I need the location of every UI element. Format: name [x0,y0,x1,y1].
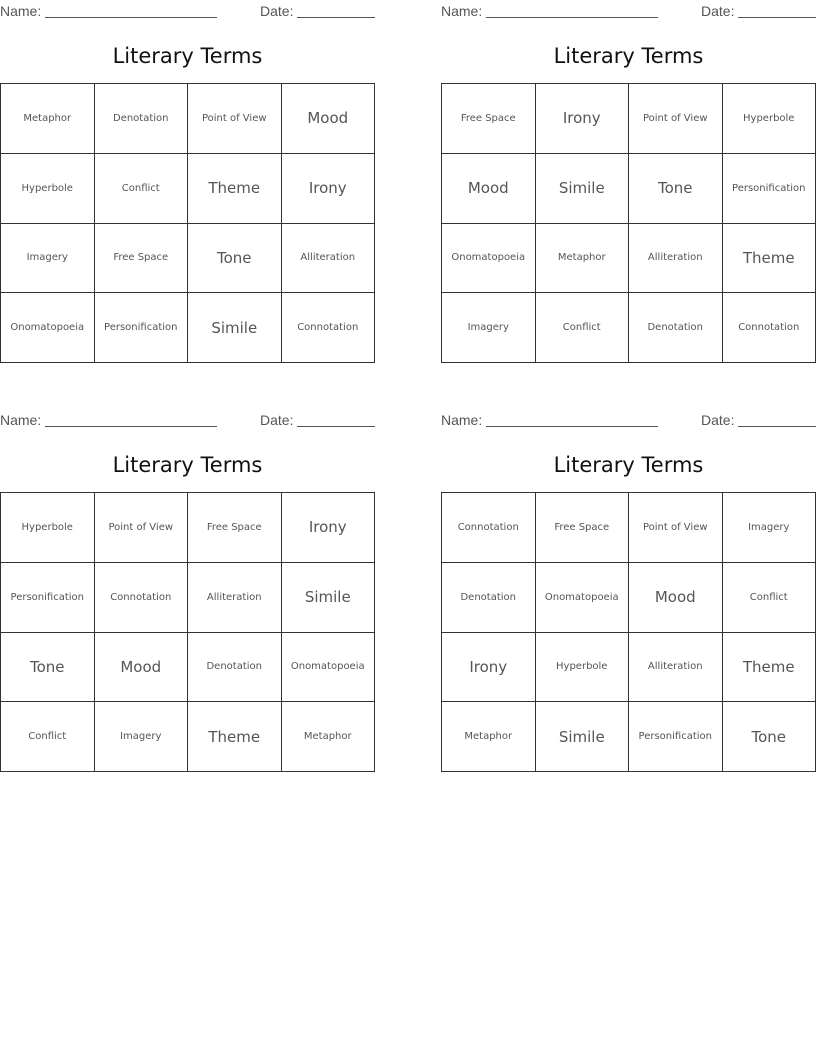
bingo-cell: Tone [1,633,95,703]
card-title: Literary Terms [553,453,704,477]
date-blank-line[interactable] [738,17,816,18]
bingo-cell: Hyperbole [536,633,630,703]
date-label: Date: [701,412,735,428]
name-blank-line[interactable] [486,426,658,427]
date-label: Date: [701,3,735,19]
name-label: Name: [0,3,42,19]
bingo-cell: Metaphor [536,224,630,294]
bingo-cell: Imagery [723,493,816,563]
bingo-cell: Mood [282,84,376,154]
name-date-line [0,411,375,429]
bingo-cell: Point of View [188,84,282,154]
bingo-cell: Connotation [723,293,816,363]
bingo-cell: Denotation [95,84,189,154]
bingo-cell: Metaphor [282,702,376,772]
bingo-grid [0,492,375,772]
bingo-cell: Connotation [282,293,376,363]
bingo-cell: Theme [723,224,816,294]
name-label: Name: [441,412,483,428]
bingo-cell: Tone [188,224,282,294]
name-blank-line[interactable] [486,17,658,18]
bingo-grid [0,83,375,363]
bingo-cell: Personification [95,293,189,363]
bingo-cell: Tone [629,154,723,224]
bingo-cell: Free Space [442,84,536,154]
bingo-cell: Imagery [442,293,536,363]
date-label: Date: [260,412,294,428]
name-date-line [441,2,816,20]
date-blank-line[interactable] [297,426,375,427]
bingo-cell: Theme [188,702,282,772]
bingo-cell: Simile [536,154,630,224]
bingo-cell: Conflict [536,293,630,363]
bingo-cell: Onomatopoeia [1,293,95,363]
bingo-cell: Irony [536,84,630,154]
bingo-cell: Denotation [629,293,723,363]
bingo-cell: Denotation [188,633,282,703]
name-blank-line[interactable] [45,17,217,18]
bingo-cell: Connotation [95,563,189,633]
bingo-cell: Imagery [95,702,189,772]
card-title: Literary Terms [553,44,704,68]
bingo-cell: Theme [723,633,816,703]
bingo-cell: Free Space [95,224,189,294]
name-label: Name: [441,3,483,19]
bingo-cell: Alliteration [629,633,723,703]
bingo-cell: Alliteration [282,224,376,294]
bingo-cell: Imagery [1,224,95,294]
bingo-cell: Hyperbole [1,493,95,563]
bingo-cell: Point of View [629,493,723,563]
bingo-cell: Simile [536,702,630,772]
bingo-cell: Point of View [95,493,189,563]
bingo-grid [441,83,816,363]
bingo-cell: Alliteration [629,224,723,294]
card-title: Literary Terms [112,44,263,68]
bingo-cell: Mood [442,154,536,224]
bingo-card [441,409,816,781]
name-label: Name: [0,412,42,428]
bingo-cell: Tone [723,702,816,772]
bingo-cell: Mood [95,633,189,703]
bingo-cell: Irony [282,493,376,563]
date-blank-line[interactable] [738,426,816,427]
bingo-cell: Hyperbole [723,84,816,154]
bingo-cell: Conflict [95,154,189,224]
bingo-cell: Mood [629,563,723,633]
bingo-cell: Free Space [536,493,630,563]
bingo-cell: Hyperbole [1,154,95,224]
bingo-cell: Irony [282,154,376,224]
bingo-card [0,409,375,781]
bingo-cell: Onomatopoeia [442,224,536,294]
bingo-card [441,0,816,372]
bingo-cell: Onomatopoeia [282,633,376,703]
bingo-cell: Simile [188,293,282,363]
bingo-cell: Free Space [188,493,282,563]
bingo-card [0,0,375,372]
bingo-cell: Point of View [629,84,723,154]
bingo-cell: Personification [723,154,816,224]
date-label: Date: [260,3,294,19]
date-blank-line[interactable] [297,17,375,18]
card-title: Literary Terms [112,453,263,477]
bingo-cell: Metaphor [1,84,95,154]
name-date-line [0,2,375,20]
bingo-cell: Conflict [723,563,816,633]
bingo-cell: Personification [629,702,723,772]
bingo-cell: Denotation [442,563,536,633]
bingo-cell: Personification [1,563,95,633]
bingo-cell: Onomatopoeia [536,563,630,633]
bingo-cell: Metaphor [442,702,536,772]
bingo-grid [441,492,816,772]
bingo-cell: Theme [188,154,282,224]
bingo-cell: Connotation [442,493,536,563]
bingo-cell: Irony [442,633,536,703]
bingo-cell: Simile [282,563,376,633]
name-date-line [441,411,816,429]
bingo-cell: Alliteration [188,563,282,633]
bingo-cell: Conflict [1,702,95,772]
name-blank-line[interactable] [45,426,217,427]
